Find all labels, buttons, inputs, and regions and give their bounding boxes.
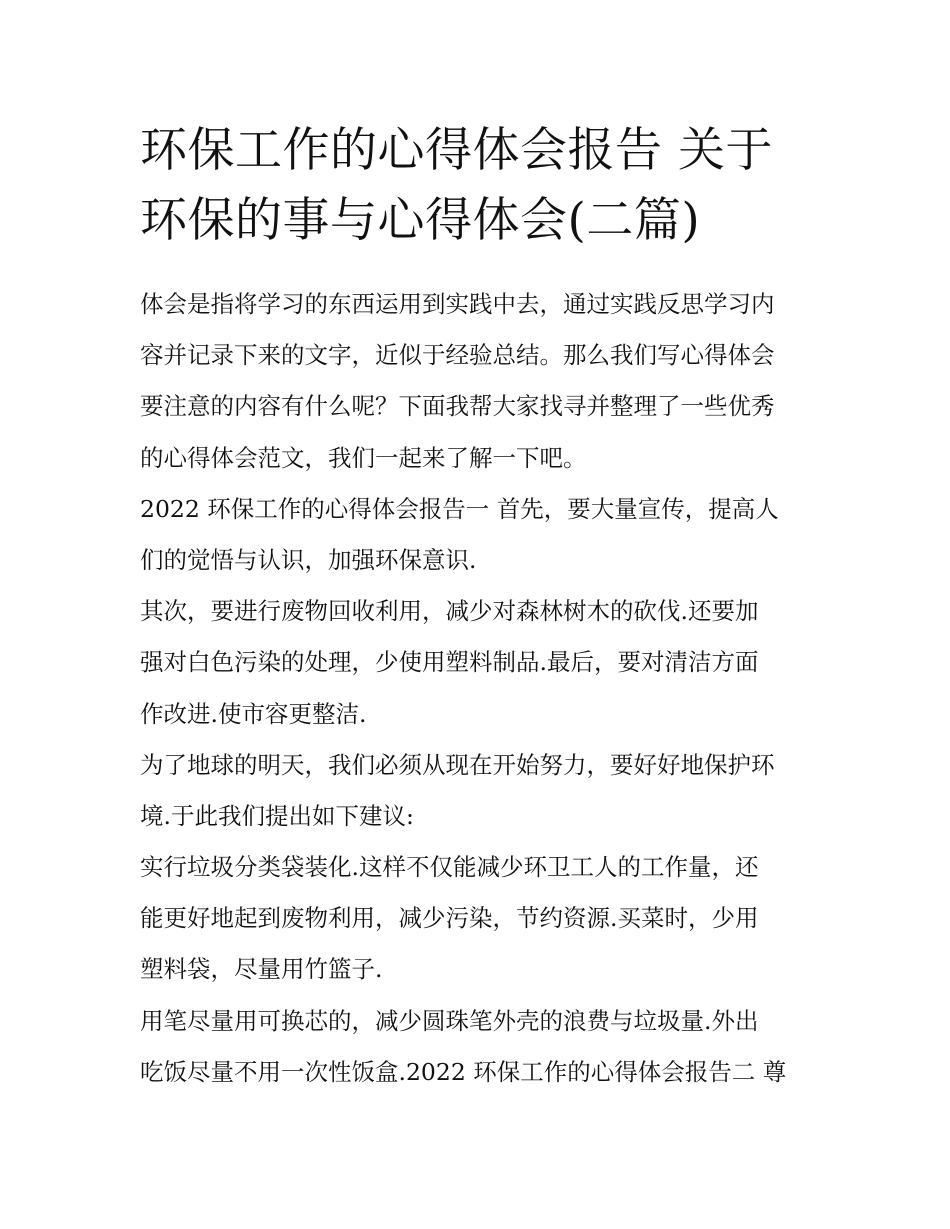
paragraph-pens [140, 996, 820, 1098]
text-line: 要注意的内容有什么呢？下面我帮大家找寻并整理了一些优秀 [140, 392, 775, 421]
text-line: 强对白色污染的处理，少使用塑料制品.最后，要对清洁方面 [140, 648, 759, 677]
text-line: 其次，要进行废物回收利用，减少对森林树木的砍伐.还要加 [140, 597, 759, 626]
paragraph-report-one [140, 484, 820, 586]
text-line: 实行垃圾分类袋装化.这样不仅能减少环卫工人的工作量，还 [140, 853, 759, 882]
text-line: 吃饭尽量不用一次性饭盒.2022 环保工作的心得体会报告二 尊 [140, 1057, 787, 1086]
text-line: 容并记录下来的文字，近似于经验总结。那么我们写心得体会 [140, 341, 775, 370]
text-line: 们的觉悟与认识，加强环保意识. [140, 545, 477, 574]
text-line: 能更好地起到废物利用，减少污染，节约资源.买菜时，少用 [140, 904, 759, 933]
title-line: 环保的事与心得体会(二篇) [140, 193, 701, 248]
paragraph-intro [140, 279, 820, 484]
document-title [140, 116, 820, 256]
title-line: 环保工作的心得体会报告 关于 [140, 123, 773, 178]
paragraph-garbage-sorting [140, 842, 820, 996]
text-line: 境.于此我们提出如下建议: [140, 801, 414, 830]
text-line: 用笔尽量用可换芯的，减少圆珠笔外壳的浪费与垃圾量.外出 [140, 1006, 759, 1035]
text-line: 的心得体会范文，我们一起来了解一下吧。 [140, 443, 587, 472]
text-line: 2022 环保工作的心得体会报告一 首先，要大量宣传，提高人 [140, 494, 779, 523]
document-body [140, 279, 820, 1098]
text-line: 体会是指将学习的东西运用到实践中去，通过实践反思学习内 [140, 290, 775, 318]
text-line: 塑料袋，尽量用竹篮子. [140, 955, 383, 984]
text-line: 为了地球的明天，我们必须从现在开始努力，要好好地保护环 [140, 750, 775, 779]
paragraph-recycling [140, 586, 820, 740]
text-line: 作改进.使市容更整洁. [140, 699, 367, 728]
paragraph-earth [140, 740, 820, 842]
